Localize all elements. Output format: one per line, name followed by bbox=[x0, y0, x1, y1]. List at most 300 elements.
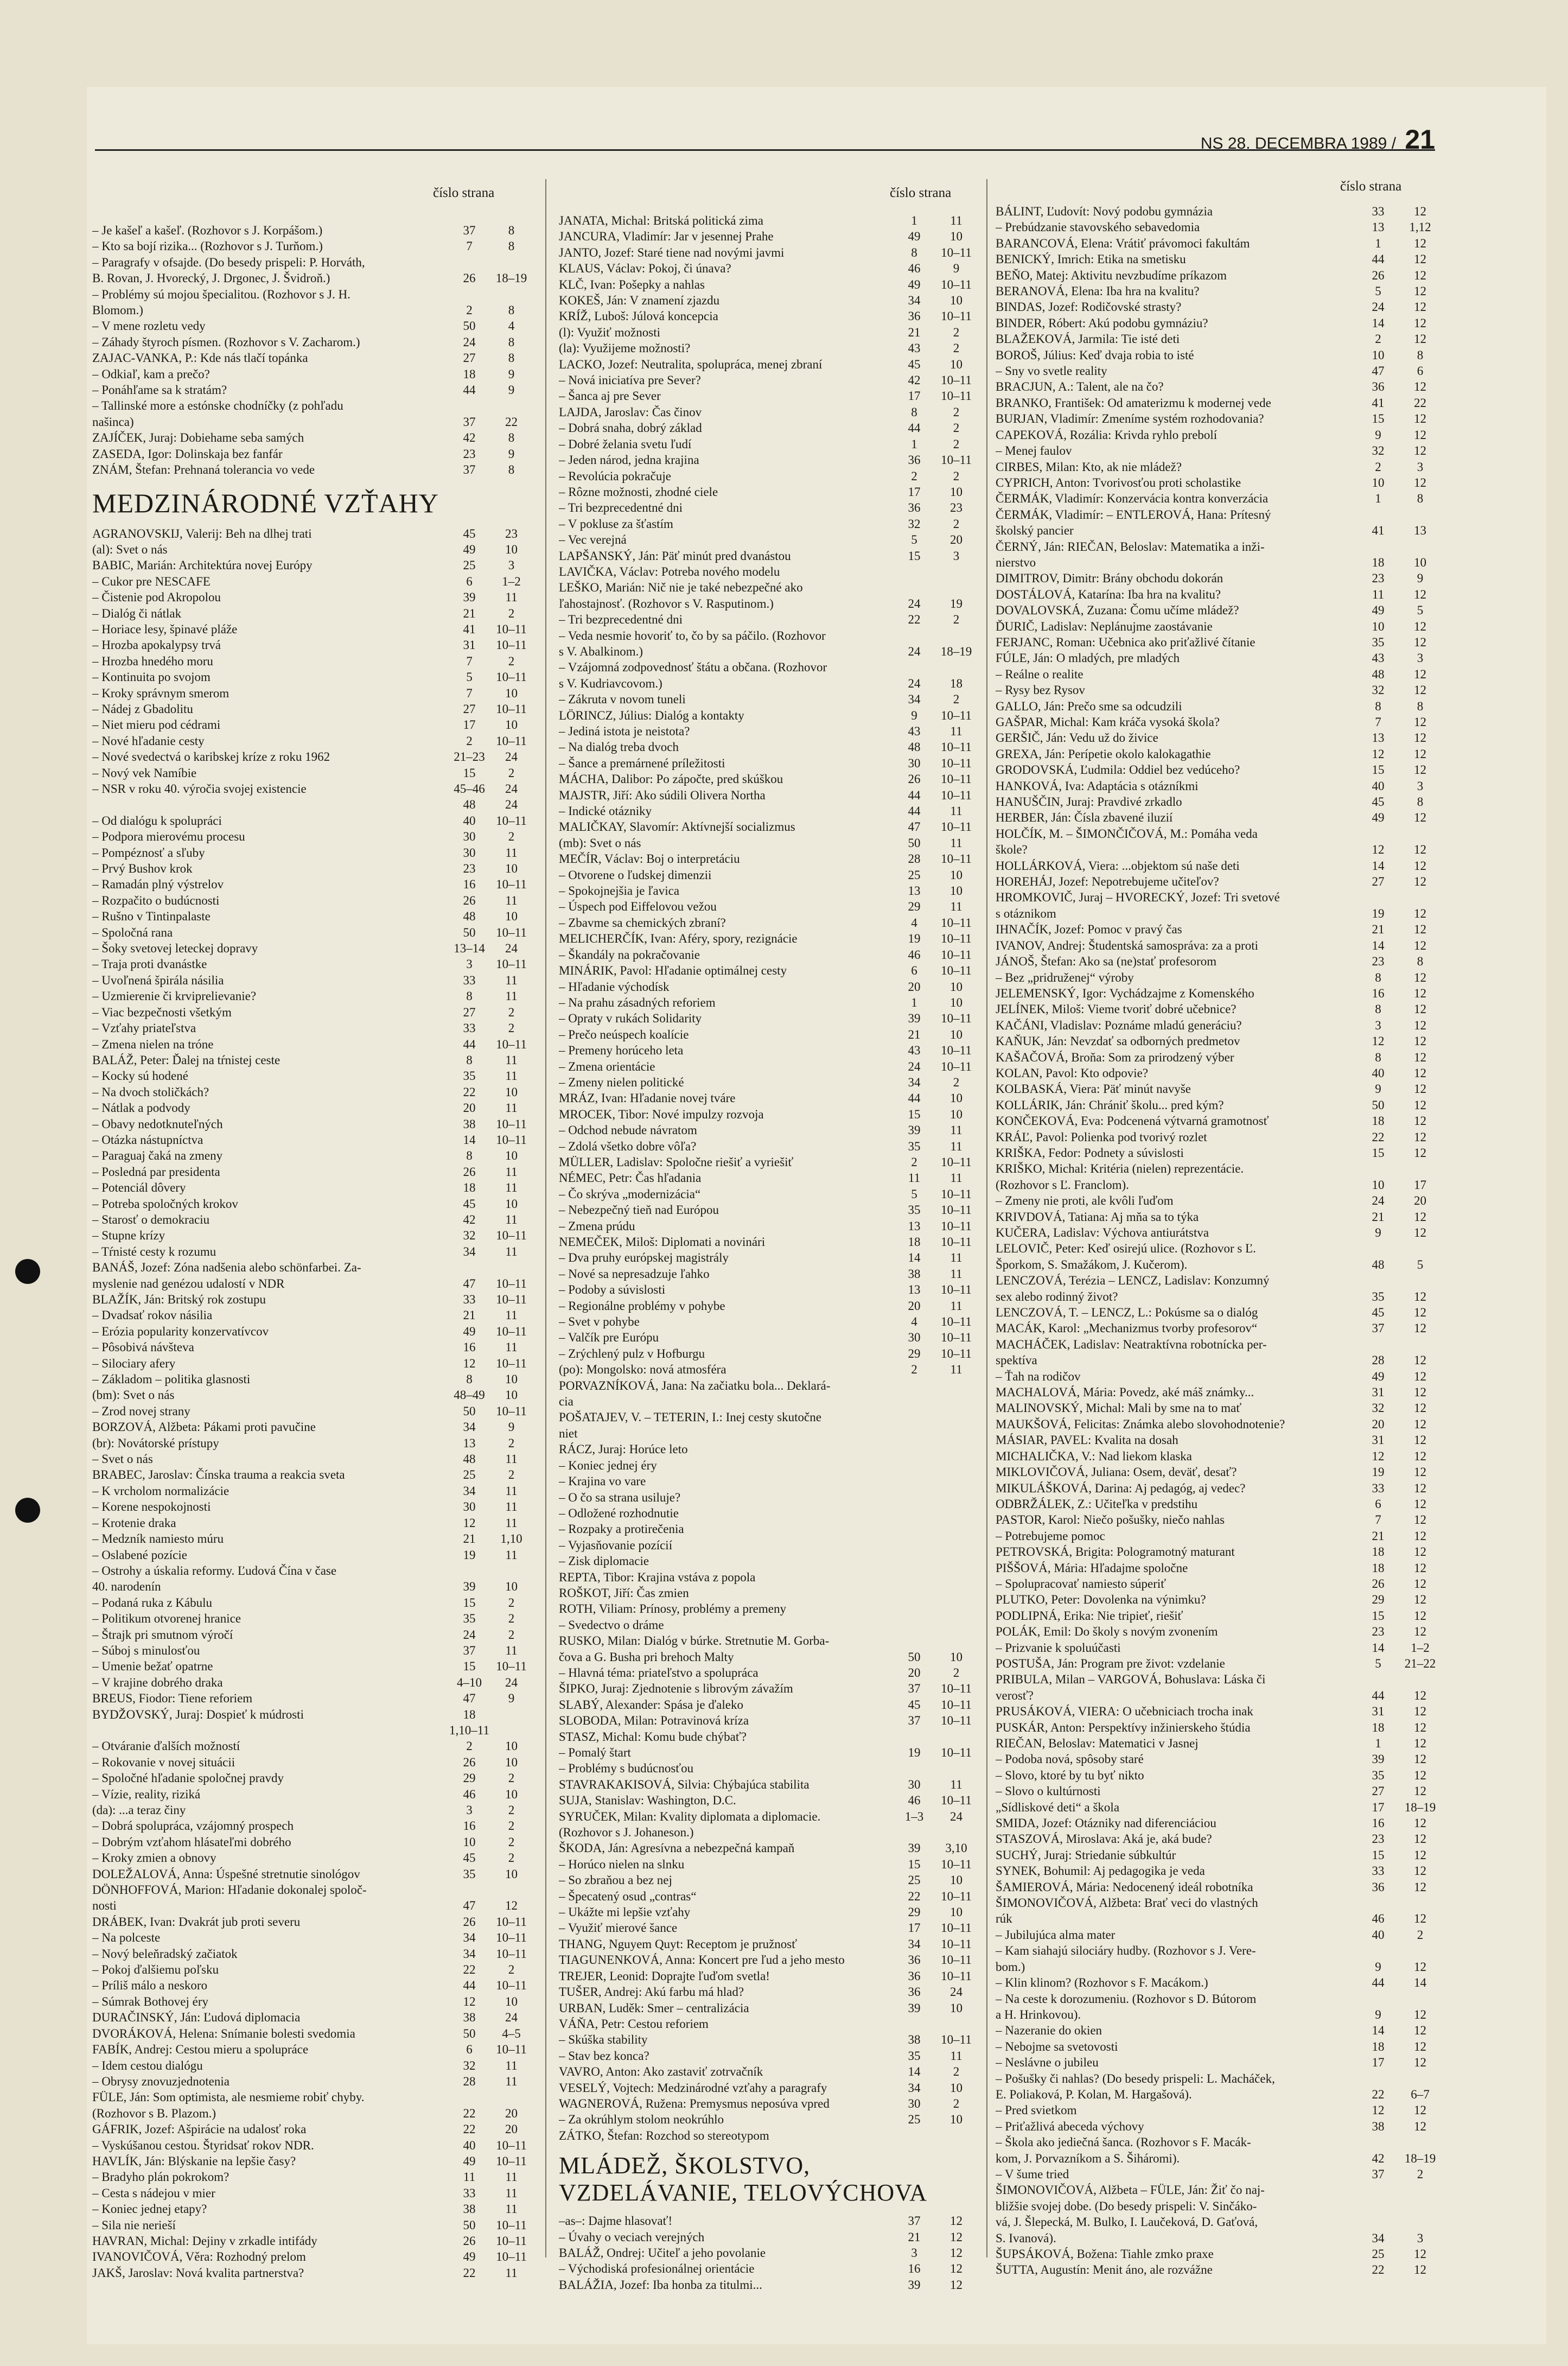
page-ref: 11 bbox=[505, 1053, 518, 1067]
page-ref: 2 bbox=[953, 692, 960, 707]
index-entry bbox=[559, 1872, 977, 1888]
entry-title: – Politikum otvorenej hranice bbox=[92, 1612, 241, 1626]
issue-number: 32 bbox=[908, 517, 921, 531]
index-entry bbox=[996, 1815, 1440, 1831]
index-entry bbox=[559, 1936, 977, 1952]
page-ref: 2 bbox=[953, 437, 960, 451]
entry-title: KONČEKOVÁ, Eva: Podcenená výtvarná gramotnosť bbox=[996, 1114, 1269, 1128]
page-ref: 10–11 bbox=[941, 1697, 972, 1712]
index-entry bbox=[559, 357, 977, 372]
entry-title: – Potreba spoločných krokov bbox=[92, 1197, 238, 1211]
page-ref: 10 bbox=[950, 1905, 963, 1919]
issue-number: 45 bbox=[1372, 1306, 1385, 1320]
page-ref: 3 bbox=[508, 558, 515, 573]
index-entry bbox=[559, 468, 977, 484]
index-entry bbox=[996, 2119, 1440, 2134]
issue-number: 33 bbox=[463, 2186, 476, 2200]
page-ref: 11 bbox=[505, 2058, 518, 2072]
page-ref: 10–11 bbox=[941, 947, 972, 962]
entry-title: – Valčík pre Európu bbox=[559, 1331, 659, 1345]
page-ref: 2 bbox=[508, 1021, 515, 1035]
issue-number: 50 bbox=[463, 319, 476, 333]
issue-number: 24 bbox=[908, 1059, 921, 1073]
issue-number: 21 bbox=[463, 1308, 476, 1322]
entry-title: BERANOVÁ, Elena: Iba hra na kvalitu? bbox=[996, 284, 1200, 298]
index-entry bbox=[996, 1065, 1440, 1081]
entry-title: – Otázka nástupníctva bbox=[92, 1133, 203, 1147]
issue-number: 44 bbox=[908, 788, 921, 802]
index-entry bbox=[92, 669, 532, 685]
index-entry bbox=[92, 1435, 532, 1451]
page-ref: 10 bbox=[950, 995, 963, 1009]
page-ref: 2 bbox=[508, 1436, 515, 1450]
entry-title: KLAUS, Václav: Pokoj, či únava? bbox=[559, 262, 731, 276]
issue-number: 30 bbox=[908, 2096, 921, 2110]
issue-number: 24 bbox=[908, 644, 921, 658]
index-entry bbox=[559, 1904, 977, 1920]
index-entry bbox=[996, 555, 1440, 570]
index-entry bbox=[559, 1920, 977, 1936]
index-entry bbox=[559, 1250, 977, 1265]
issue-number: 33 bbox=[1372, 205, 1385, 218]
index-entry bbox=[996, 858, 1440, 874]
entry-title: – Rokovanie v novej situácii bbox=[92, 1755, 235, 1769]
entry-title: CAPEKOVÁ, Rozália: Krivda ryhlo prebolí bbox=[996, 428, 1218, 442]
index-entry bbox=[996, 1448, 1440, 1464]
issue-number: 31 bbox=[1372, 1433, 1385, 1447]
entry-title: BANÁŠ, Jozef: Zóna nadšenia alebo schönfarbei. Za- bbox=[92, 1261, 361, 1275]
index-entry bbox=[996, 570, 1440, 586]
entry-title: – Paragrafy v ofsajde. (Do besedy prispeli: P. Horváth, bbox=[92, 255, 365, 269]
index-entry bbox=[92, 542, 532, 557]
page-ref: 12 bbox=[1414, 906, 1426, 920]
index-entry bbox=[559, 1537, 977, 1553]
entry-title: – Zisk diplomacie bbox=[559, 1554, 649, 1568]
entry-title: – Idem cestou dialógu bbox=[92, 2058, 203, 2072]
page-ref: 11 bbox=[505, 1643, 518, 1657]
entry-title: – Uzmierenie či krviprelievanie? bbox=[92, 989, 257, 1003]
index-entry bbox=[996, 331, 1440, 347]
entry-title: – Medzník namiesto múru bbox=[92, 1532, 224, 1546]
page-ref: 11 bbox=[505, 893, 518, 907]
page-ref: 2 bbox=[508, 766, 515, 780]
entry-title: cia bbox=[559, 1395, 573, 1409]
issue-number: 3 bbox=[1375, 1018, 1381, 1032]
page-ref: 2 bbox=[508, 1835, 515, 1849]
entry-title: – Stav bez konca? bbox=[559, 2049, 649, 2063]
issue-number: 48 bbox=[463, 1452, 476, 1466]
index-entry bbox=[92, 1307, 532, 1323]
page-ref: 10 bbox=[950, 868, 963, 882]
issue-number: 7 bbox=[1375, 715, 1381, 729]
index-entry bbox=[996, 2246, 1440, 2262]
issue-number: 50 bbox=[908, 836, 921, 850]
entry-title: BEŇO, Matej: Aktivitu nevzbudíme príkazom bbox=[996, 268, 1227, 282]
page-ref: 12 bbox=[1414, 1720, 1426, 1734]
page-ref: 10–11 bbox=[496, 1979, 527, 1993]
entry-title: MINÁRIK, Pavol: Hľadanie optimálnej cesty bbox=[559, 964, 787, 978]
issue-number: 34 bbox=[463, 1420, 476, 1434]
index-entry bbox=[92, 2009, 532, 2025]
issue-number: 34 bbox=[463, 1931, 476, 1945]
page-ref: 2 bbox=[1417, 2167, 1424, 2181]
entry-title: – Čistenie pod Akropolou bbox=[92, 590, 221, 605]
issue-number: 39 bbox=[908, 1123, 921, 1137]
entry-title: BORZOVÁ, Alžbeta: Pákami proti pavučine bbox=[92, 1420, 316, 1434]
issue-number: 2 bbox=[1375, 460, 1381, 474]
entry-title: (br): Novátorské prístupy bbox=[92, 1436, 219, 1450]
issue-number: 12 bbox=[463, 1994, 476, 2008]
issue-number: 50 bbox=[908, 1650, 921, 1664]
index-entry bbox=[559, 1314, 977, 1330]
issue-number: 43 bbox=[908, 341, 921, 355]
issue-number: 15 bbox=[463, 1595, 476, 1610]
index-entry bbox=[92, 350, 532, 366]
entry-title: IVANOVIČOVÁ, Věra: Rozhodný prelom bbox=[92, 2250, 306, 2264]
entry-title: ČERMÁK, Vladimír: – ENTLEROVÁ, Hana: Prítesný bbox=[996, 507, 1271, 521]
index-entry bbox=[996, 283, 1440, 299]
entry-title: KAČÁNI, Vladislav: Poznáme mladú generáciu? bbox=[996, 1018, 1242, 1032]
entry-title: KOKEŠ, Ján: V znamení zjazdu bbox=[559, 294, 720, 308]
index-entry bbox=[92, 1276, 532, 1292]
issue-number: 21 bbox=[908, 325, 921, 339]
index-entry bbox=[92, 908, 532, 924]
issue-number: 23 bbox=[1372, 1625, 1385, 1639]
index-entry bbox=[996, 315, 1440, 331]
entry-title: – Základom – politika glasnosti bbox=[92, 1372, 251, 1386]
page-ref: 24 bbox=[950, 1985, 963, 1999]
page-ref: 12 bbox=[1414, 923, 1426, 937]
index-entry bbox=[559, 1856, 977, 1872]
entry-title: BALÁŽIA, Jozef: Iba honba za titulmi... bbox=[559, 2278, 762, 2292]
index-entry bbox=[92, 1084, 532, 1100]
index-entry bbox=[559, 596, 977, 612]
issue-number: 29 bbox=[908, 900, 921, 914]
page-ref: 2 bbox=[953, 1665, 960, 1680]
entry-title: – Cukor pre NESCAFE bbox=[92, 574, 211, 588]
entry-title: – Nátlak a podvody bbox=[92, 1101, 190, 1115]
entry-title: IHNAČÍK, Jozef: Pomoc v pravý čas bbox=[996, 923, 1182, 937]
index-entry bbox=[996, 539, 1440, 555]
entry-title: ZAJÍČEK, Juraj: Dobiehame seba samých bbox=[92, 431, 304, 445]
entry-title: – Dobrá spolupráca, vzájomný prospech bbox=[92, 1819, 294, 1833]
index-entry bbox=[92, 1818, 532, 1834]
page-ref: 12 bbox=[1414, 1401, 1426, 1415]
index-entry bbox=[996, 2102, 1440, 2118]
page-ref: 10–11 bbox=[941, 1346, 972, 1360]
index-entry bbox=[92, 2169, 532, 2185]
page-ref: 10 bbox=[505, 1787, 518, 1801]
issue-number: 9 bbox=[1375, 2007, 1381, 2021]
index-entry bbox=[92, 1531, 532, 1547]
issue-number: 2 bbox=[1375, 332, 1381, 346]
issue-number: 15 bbox=[463, 1659, 476, 1674]
page-ref: 10 bbox=[505, 1739, 518, 1753]
entry-title: – Prizvanie k spoluúčasti bbox=[996, 1640, 1121, 1655]
index-entry bbox=[92, 2058, 532, 2074]
index-entry bbox=[92, 302, 532, 318]
index-entry bbox=[559, 1346, 977, 1362]
issue-number: 15 bbox=[1372, 412, 1385, 426]
index-entry bbox=[559, 1330, 977, 1345]
entry-title: – Nové svedectvá o karibskej kríze z roku 1962 bbox=[92, 750, 330, 764]
index-entry bbox=[92, 940, 532, 956]
issue-number: 33 bbox=[463, 973, 476, 987]
page-ref: 11 bbox=[505, 1212, 518, 1226]
entry-title: – Škola ako jediečná šanca. (Rozhovor s F. Macák- bbox=[996, 2135, 1251, 2149]
index-entry bbox=[559, 1027, 977, 1042]
entry-title: – Vyjasňovanie pozícií bbox=[559, 1538, 673, 1552]
page-ref: 2 bbox=[953, 421, 960, 435]
index-entry bbox=[559, 1186, 977, 1202]
index-entry bbox=[996, 251, 1440, 267]
index-entry bbox=[92, 2106, 532, 2121]
entry-title: GALLO, Ján: Prečo sme sa odcudzili bbox=[996, 699, 1182, 713]
issue-number: 35 bbox=[908, 1139, 921, 1153]
page-ref: 10–11 bbox=[941, 1203, 972, 1217]
entry-title: – Hrozba hnedého moru bbox=[92, 654, 213, 668]
entry-title: – Veda nesmie hovoriť to, čo by sa páčilo. (Rozhovor bbox=[559, 628, 826, 643]
issue-number: 19 bbox=[463, 1548, 476, 1562]
column-header: číslo strana bbox=[433, 186, 495, 200]
issue-number: 6 bbox=[466, 574, 473, 588]
index-entry bbox=[996, 1337, 1440, 1352]
entry-title: MALINOVSKÝ, Michal: Mali by sme na to mať bbox=[996, 1401, 1242, 1415]
index-entry bbox=[92, 1324, 532, 1339]
entry-title: E. Poliaková, P. Kolan, M. Hargašová). bbox=[996, 2087, 1192, 2101]
entry-title: THANG, Nguyem Quyt: Receptom je pružnosť bbox=[559, 1937, 798, 1951]
page-ref: 12 bbox=[950, 2246, 963, 2260]
page-ref: 9 bbox=[953, 262, 960, 276]
index-entry bbox=[996, 619, 1440, 634]
page-ref: 8 bbox=[1417, 795, 1424, 809]
index-entry bbox=[559, 1681, 977, 1696]
page-ref: 12 bbox=[1414, 1353, 1426, 1368]
page-ref: 12 bbox=[1414, 1545, 1426, 1559]
index-entry bbox=[996, 1767, 1440, 1783]
page-ref: 2 bbox=[508, 1851, 515, 1865]
entry-title: KAŠAČOVÁ, Broňa: Som za prirodzený výber bbox=[996, 1050, 1234, 1064]
header-rule bbox=[95, 149, 1435, 151]
page-ref: 10 bbox=[505, 1580, 518, 1594]
column-header: číslo strana bbox=[1340, 179, 1402, 194]
index-entry bbox=[559, 292, 977, 308]
entry-title: DVORÁKOVÁ, Helena: Snímanie bolesti svedomia bbox=[92, 2026, 355, 2040]
index-entry bbox=[559, 308, 977, 324]
page-ref: 12 bbox=[1414, 667, 1426, 681]
entry-title: – Ťah na rodičov bbox=[996, 1369, 1081, 1383]
index-entry bbox=[996, 1879, 1440, 1895]
entry-title: LACKO, Jozef: Neutralita, spolupráca, menej zbraní bbox=[559, 357, 823, 371]
index-entry bbox=[996, 1688, 1440, 1703]
issue-number: 21 bbox=[1372, 1529, 1385, 1543]
entry-title: PODLIPNÁ, Erika: Nie tripieť, riešiť bbox=[996, 1608, 1183, 1623]
issue-number: 39 bbox=[908, 1841, 921, 1855]
issue-number: 22 bbox=[463, 2122, 476, 2136]
page-ref: 11 bbox=[950, 804, 963, 818]
issue-number: 40 bbox=[1372, 1928, 1385, 1942]
index-entry bbox=[92, 1467, 532, 1483]
issue-number: 38 bbox=[908, 1267, 921, 1281]
page-ref: 12 bbox=[1414, 1098, 1426, 1112]
issue-number: 19 bbox=[908, 932, 921, 946]
entry-title: – Dobrá snaha, dobrý základ bbox=[559, 421, 702, 435]
entry-title: BLAŽEKOVÁ, Jarmila: Tie isté deti bbox=[996, 332, 1180, 346]
index-entry bbox=[996, 2262, 1440, 2278]
section-heading-international: MEDZINÁRODNÉ VZŤAHY bbox=[92, 487, 439, 518]
page-ref: 1–2 bbox=[502, 574, 521, 588]
entry-title: – Kroky správnym smerom bbox=[92, 686, 230, 700]
issue-number: 46 bbox=[463, 1787, 476, 1801]
page-ref: 2 bbox=[953, 2096, 960, 2110]
entry-title: RIEČAN, Beloslav: Matematici v Jasnej bbox=[996, 1737, 1199, 1750]
page-ref: 20 bbox=[950, 533, 963, 547]
issue-number: 47 bbox=[463, 1276, 476, 1290]
page-ref: 11 bbox=[505, 2202, 518, 2216]
page-ref: 12 bbox=[1414, 763, 1426, 777]
page-ref: 17 bbox=[1414, 1178, 1426, 1192]
issue-number: 41 bbox=[463, 622, 476, 636]
index-entry bbox=[996, 1831, 1440, 1847]
entry-title: (mb): Svet o nás bbox=[559, 836, 641, 850]
entry-title: (Rozhovor s J. Johaneson.) bbox=[559, 1826, 694, 1840]
entry-title: – Tri bezprecedentné dni bbox=[559, 501, 683, 515]
issue-number: 17 bbox=[908, 389, 921, 403]
index-entry bbox=[92, 446, 532, 462]
page-ref: 11 bbox=[950, 724, 963, 738]
index-entry bbox=[92, 972, 532, 988]
index-entry bbox=[996, 1177, 1440, 1193]
entry-title: – Erózia popularity konzervatívcov bbox=[92, 1324, 269, 1338]
entry-title: MÁCHA, Dalibor: Po zápočte, pred skúškou bbox=[559, 772, 783, 786]
international-entries bbox=[92, 526, 532, 2281]
page-ref: 12 bbox=[950, 2262, 963, 2276]
index-entry bbox=[559, 1777, 977, 1792]
page-ref: 10 bbox=[505, 1994, 518, 2008]
page-ref: 2 bbox=[508, 1627, 515, 1642]
entry-title: – Tri bezprecedentné dni bbox=[559, 613, 683, 627]
page-ref: 2 bbox=[508, 1005, 515, 1019]
index-entry bbox=[559, 2213, 977, 2229]
entry-title: BARANCOVÁ, Elena: Vrátiť právomoci fakultám bbox=[996, 236, 1250, 250]
index-entry bbox=[92, 1802, 532, 1818]
entry-title: TUŠER, Andrej: Akú farbu má hlad? bbox=[559, 1985, 744, 1999]
index-entry bbox=[996, 491, 1440, 506]
index-entry bbox=[92, 1611, 532, 1626]
entry-title: KLČ, Ivan: Pošepky a nahlas bbox=[559, 277, 705, 291]
page-ref: 23 bbox=[505, 526, 518, 540]
issue-number: 13 bbox=[908, 884, 921, 898]
page-ref: 3 bbox=[1417, 651, 1424, 665]
page-ref: 10–11 bbox=[941, 740, 972, 754]
page-ref: 2 bbox=[508, 606, 515, 620]
issue-number: 22 bbox=[1372, 2087, 1385, 2101]
issue-number: 45 bbox=[463, 1197, 476, 1211]
issue-number: 45 bbox=[908, 357, 921, 371]
page-ref: 10–11 bbox=[496, 813, 527, 828]
entry-title: – Sila nie nerieší bbox=[92, 2218, 176, 2232]
issue-number: 40 bbox=[463, 2138, 476, 2152]
issue-number: 18 bbox=[1372, 2039, 1385, 2053]
page-ref: 10–11 bbox=[496, 1659, 527, 1674]
entry-title: – Za okrúhlym stolom neokrúhlo bbox=[559, 2113, 724, 2127]
issue-number: 15 bbox=[908, 549, 921, 563]
entry-title: SMIDA, Jozef: Otázniky nad diferenciáciou bbox=[996, 1816, 1216, 1830]
index-entry bbox=[92, 988, 532, 1004]
issue-number: 36 bbox=[1372, 380, 1385, 394]
entry-title: – Paraguaj čaká na zmeny bbox=[92, 1149, 223, 1163]
index-entry bbox=[92, 1850, 532, 1866]
index-entry bbox=[996, 970, 1440, 985]
index-entry bbox=[92, 2138, 532, 2153]
issue-number: 13 bbox=[1372, 731, 1385, 745]
issue-number: 5 bbox=[911, 1187, 917, 1201]
issue-number: 44 bbox=[463, 383, 476, 397]
issue-number: 35 bbox=[1372, 1289, 1385, 1303]
index-entry bbox=[996, 1081, 1440, 1097]
entry-title: – Zmena nielen na tróne bbox=[92, 1037, 214, 1051]
page-ref: 10 bbox=[950, 1107, 963, 1121]
issue-number: 8 bbox=[1375, 970, 1381, 984]
issue-number: 49 bbox=[463, 2250, 476, 2264]
issue-number: 10 bbox=[1372, 475, 1385, 489]
entry-title: (Rozhovor s Ľ. Franclom). bbox=[996, 1178, 1129, 1192]
index-entry bbox=[559, 867, 977, 883]
issue-number: 15 bbox=[1372, 1608, 1385, 1623]
entry-title: HANUŠČIN, Juraj: Pravdivé zrkadlo bbox=[996, 795, 1182, 809]
issue-number: 15 bbox=[908, 1107, 921, 1121]
issue-number: 35 bbox=[908, 1203, 921, 1217]
entry-title: LENCZOVÁ, Terézia – LENCZ, Ladislav: Konzumný bbox=[996, 1274, 1270, 1288]
issue-number: 15 bbox=[1372, 763, 1385, 777]
page-ref: 12 bbox=[1414, 986, 1426, 1000]
index-entry bbox=[559, 1490, 977, 1505]
index-entry bbox=[559, 1697, 977, 1713]
issue-number: 20 bbox=[463, 1101, 476, 1115]
index-entry bbox=[92, 956, 532, 972]
page-ref: 10–11 bbox=[496, 734, 527, 748]
issue-number: 8 bbox=[466, 1149, 473, 1163]
entry-title: ROTH, Viliam: Prínosy, problémy a premeny bbox=[559, 1602, 786, 1616]
page-ref: 11 bbox=[505, 590, 518, 605]
entry-title: – Svet v pohybe bbox=[559, 1315, 640, 1329]
index-entry bbox=[559, 1441, 977, 1457]
issue-number: 49 bbox=[463, 2154, 476, 2168]
issue-number: 48 bbox=[908, 740, 921, 754]
issue-number: 1 bbox=[1375, 236, 1381, 250]
entry-title: HANKOVÁ, Iva: Adaptácia s otázníkmi bbox=[996, 779, 1199, 793]
entry-title: rúk bbox=[996, 1912, 1012, 1926]
page-ref: 10–11 bbox=[941, 1187, 972, 1201]
issue-number: 21 bbox=[1372, 1210, 1385, 1224]
entry-title: – Kontinuita po svojom bbox=[92, 670, 211, 684]
page-ref: 9 bbox=[508, 1691, 515, 1706]
entry-title: – Zbavme sa chemických zbraní? bbox=[559, 915, 726, 930]
issue-number: 44 bbox=[908, 804, 921, 818]
entry-title: – Rušno v Tintinpalaste bbox=[92, 909, 211, 924]
index-entry bbox=[92, 813, 532, 829]
issue-number: 22 bbox=[463, 1085, 476, 1099]
page-ref: 11 bbox=[505, 1244, 518, 1258]
index-entry bbox=[92, 1707, 532, 1722]
entry-title: – Koniec jednej éry bbox=[559, 1458, 657, 1472]
entry-title: – Oslabené pozície bbox=[92, 1548, 187, 1562]
entry-title: GERŠIČ, Ján: Vedu už do živice bbox=[996, 731, 1158, 745]
entry-title: – Regionálne problémy v pohybe bbox=[559, 1299, 725, 1313]
index-entry bbox=[559, 2064, 977, 2079]
entry-title: MRÁZ, Ivan: Hľadanie novej tváre bbox=[559, 1091, 736, 1105]
issue-number: 13 bbox=[908, 1283, 921, 1297]
